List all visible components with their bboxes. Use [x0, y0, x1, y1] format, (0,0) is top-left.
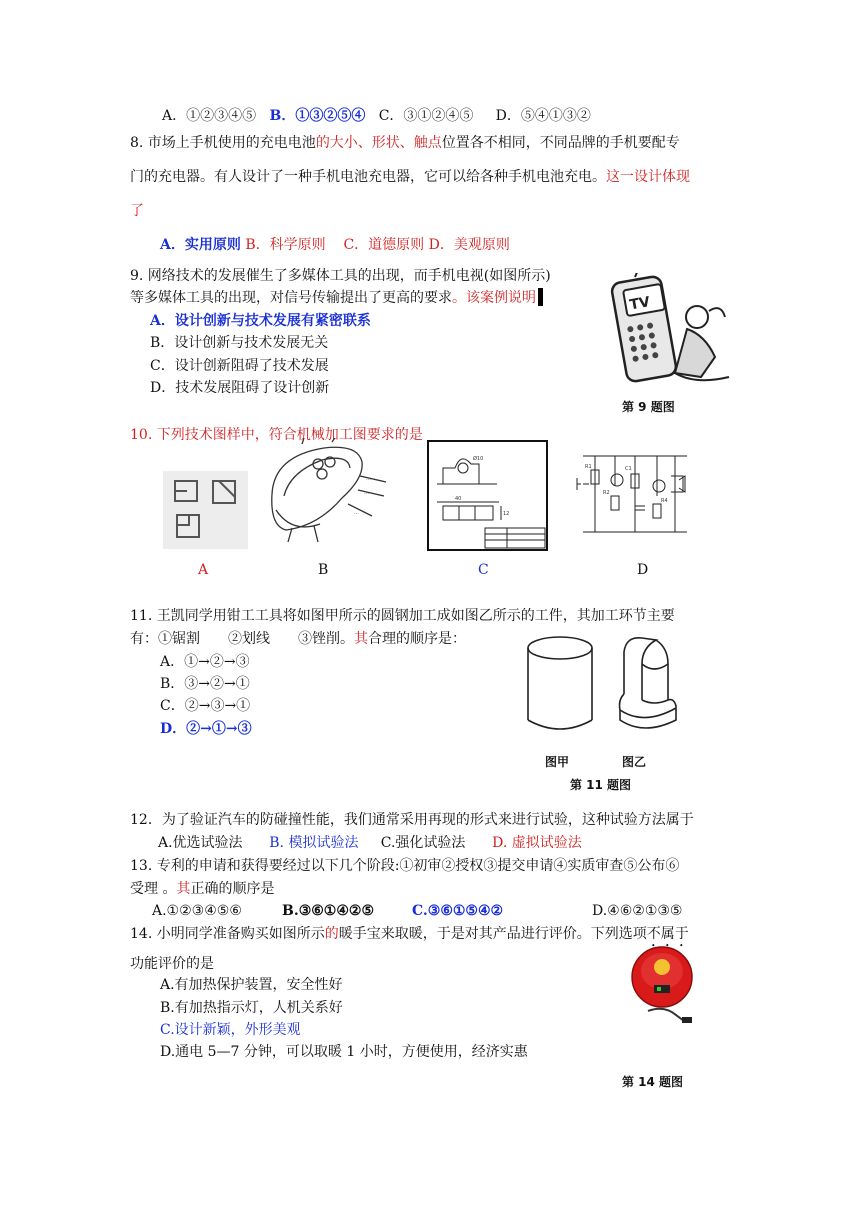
q10-label-b: B — [318, 562, 329, 578]
q13-option-d: D.④⑥②①③⑤ — [592, 903, 683, 919]
q10-label-c: C — [478, 562, 489, 578]
svg-text:R1: R1 — [585, 464, 592, 470]
q11-stem-line1: 11. 王凯同学用钳工工具将如图甲所示的圆钢加工成如图乙所示的工件，其加工环节主要 — [130, 608, 675, 624]
svg-text:TV: TV — [628, 294, 652, 314]
q11-text: 合理的顺序是： — [368, 631, 466, 647]
svg-text:12: 12 — [503, 511, 510, 517]
q14-stem-line1 — [130, 924, 689, 950]
q9-highlight: 。该案例说明 — [452, 290, 536, 306]
q8-option-a: A．实用原则 — [160, 237, 241, 253]
q13-highlight: 其 — [176, 881, 191, 897]
q8-options — [160, 235, 510, 255]
figure-c-engineering-drawing — [427, 440, 548, 551]
q8-option-b: B．科学原则 — [245, 237, 326, 253]
q14-emphasis: 不属于 — [646, 926, 689, 942]
q11-option-b: B．③→②→① — [160, 676, 250, 692]
q11-option-c: C．②→③→① — [160, 698, 251, 714]
svg-text:…: … — [364, 490, 369, 496]
q12-option-d: D. 虚拟试验法 — [492, 835, 582, 851]
q13-stem-line1: 13. 专利的申请和获得要经过以下几个阶段:①初审②授权③提交申请④实质审查⑤公布⑥ — [130, 858, 680, 874]
text-cursor — [538, 288, 543, 306]
q7-option-b: B．①③②⑤④ — [269, 108, 366, 124]
phone-tv-figure — [605, 273, 733, 389]
q8-highlight: 这一设计体现 — [606, 169, 690, 185]
figure-a-caption: 图甲 — [545, 755, 570, 769]
q13-stem-line2 — [130, 879, 274, 899]
q11-text: 有：①锯割 ②划线 ③锉削。 — [130, 631, 354, 647]
q7-option-a: A．①②③④⑤ — [162, 108, 257, 124]
figure-b-caption: 图乙 — [622, 755, 647, 769]
q12-stem: 12．为了验证汽车的防碰撞性能，我们通常采用再现的形式来进行试验，这种试验方法属于 — [130, 812, 694, 828]
q7-options — [162, 106, 591, 126]
svg-text:…: … — [366, 476, 371, 482]
cylinder-figure — [522, 634, 598, 738]
q8-highlight: 的大小、形状、触点 — [315, 135, 442, 151]
q8-text: 位置各不相同，不同品牌的手机要配专 — [441, 135, 680, 151]
q9-stem-line2 — [130, 288, 543, 308]
q8-text: 门的充电器。有人设计了一种手机电池充电器，它可以给各种手机电池充电。 — [130, 169, 606, 185]
q9-option-b: B．设计创新与技术发展无关 — [150, 335, 329, 351]
q10-label-a: A — [198, 562, 209, 578]
q12-option-c: C.强化试验法 — [380, 835, 466, 851]
q13-option-a: A.①②③④⑤⑥ — [152, 903, 242, 919]
q14-figure-caption: 第 14 题图 — [622, 1075, 684, 1089]
q8-option-d: D．美观原则 — [428, 237, 510, 253]
q7-option-d: D．⑤④①③② — [495, 108, 591, 124]
figure-a-squares — [163, 471, 248, 549]
q14-highlight: 的 — [324, 926, 339, 942]
q14-stem-line2: 功能评价的是 — [130, 956, 214, 972]
q9-figure-caption: 第 9 题图 — [622, 400, 675, 414]
q8-stem-line2 — [130, 167, 690, 187]
q11-stem-line2 — [130, 629, 466, 649]
q14-text: 14. 小明同学准备购买如图所示 — [130, 926, 325, 942]
q9-option-a: A．设计创新与技术发展有紧密联系 — [150, 313, 371, 329]
q13-option-b: B.③⑥①④②⑤ — [282, 903, 375, 919]
q8-option-c: C．道德原则 — [343, 237, 425, 253]
svg-text:…: … — [354, 510, 359, 516]
svg-text:Ø10: Ø10 — [473, 456, 484, 462]
q14-option-d: D.通电 5—7 分钟，可以取暖 1 小时，方便使用，经济实惠 — [160, 1044, 528, 1060]
svg-text:40: 40 — [455, 496, 462, 502]
q11-option-a: A．①→②→③ — [160, 654, 250, 670]
q9-stem-line1: 9. 网络技术的发展催生了多媒体工具的出现，而手机电视(如图所示) — [130, 268, 551, 284]
q9-option-d: D．技术发展阻碍了设计创新 — [150, 380, 330, 396]
q10-label-d: D — [637, 562, 649, 578]
q9-option-c: C．设计创新阻碍了技术发展 — [150, 358, 329, 374]
q8-stem-line1 — [130, 133, 680, 153]
svg-text:R4: R4 — [661, 498, 668, 504]
q10-stem: 10. 下列技术图样中，符合机械加工图要求的是 — [130, 427, 423, 443]
q14-text: 暖手宝来取暖，于是对其产品进行评价。下列选项 — [338, 926, 647, 942]
q14-option-a: A.有加热保护装置，安全性好 — [160, 977, 343, 993]
q13-text: 受理 。 — [130, 881, 177, 897]
q12-option-a: A.优选试验法 — [158, 835, 243, 851]
q14-option-c: C.设计新颖，外形美观 — [160, 1022, 301, 1038]
q11-figure-caption: 第 11 题图 — [570, 778, 632, 792]
q14-option-b: B.有加热指示灯，人机关系好 — [160, 1000, 343, 1016]
q7-option-c: C．③①②④⑤ — [378, 108, 474, 124]
workpiece-figure — [614, 634, 684, 738]
q13-text: 正确的顺序是 — [190, 881, 275, 897]
q8-stem-line3: 了 — [130, 203, 144, 219]
q9-text: 等多媒体工具的出现，对信号传输提出了更高的要求 — [130, 290, 452, 306]
q8-text: 8. 市场上手机使用的充电电池 — [130, 135, 316, 151]
q11-option-d: D．②→①→③ — [160, 721, 252, 737]
q11-highlight: 其 — [354, 631, 368, 647]
q13-option-c: C.③⑥①⑤④② — [412, 903, 504, 919]
q12-option-b: B. 模拟试验法 — [269, 835, 359, 851]
hand-warmer-figure — [628, 945, 698, 1033]
svg-text:C1: C1 — [625, 466, 632, 472]
figure-d-circuit — [575, 446, 695, 546]
figure-b-sketch — [262, 438, 392, 546]
svg-text:R2: R2 — [603, 490, 610, 496]
q12-options — [158, 833, 582, 853]
